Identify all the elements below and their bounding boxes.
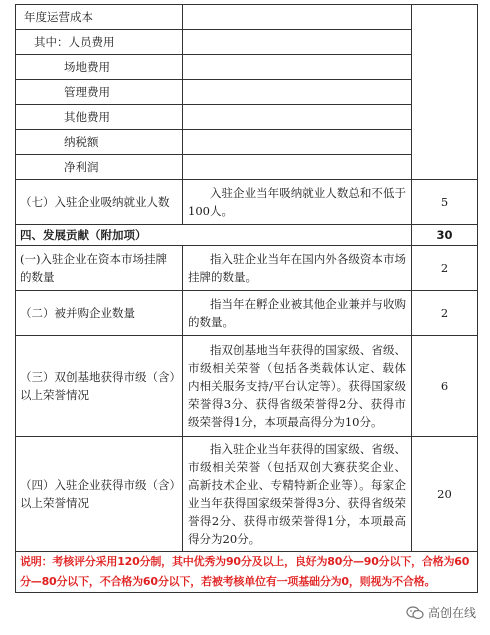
item-criteria: 指当年在孵企业被其他企业兼并与收购的数量。 [183,291,412,336]
item-row [16,246,478,291]
cost-label: 年度运营成本 [16,5,183,30]
cost-label: 纳税额 [16,130,183,155]
item-row [16,180,478,225]
item-score: 5 [412,180,478,225]
cost-criteria-cell [183,105,412,130]
cost-criteria-cell [183,55,412,80]
note-row [16,552,478,593]
cost-row [16,80,478,105]
cost-row [16,155,478,180]
item-criteria: 指双创基地当年获得的国家级、省级、市级相关荣誉（包括各类载体认定、载体内相关服务支持/平台认定等）。获得国家级荣誉得3分、获得省级荣誉得2分、获得市级荣誉得1分，本项最高得分为10分。 [183,336,412,437]
item-score: 20 [412,437,478,552]
item-row [16,291,478,336]
item-label: （七）入驻企业吸纳就业人数 [16,180,183,225]
item-label: （四）入驻企业获得市级（含）以上荣誉情况 [16,437,183,552]
item-label: （二）被并购企业数量 [16,291,183,336]
cost-row [16,5,478,30]
item-score: 6 [412,336,478,437]
cost-criteria-cell [183,155,412,180]
item-score: 2 [412,246,478,291]
item-criteria: 入驻企业当年吸纳就业人数总和不低于100人。 [183,180,412,225]
section-score: 30 [412,225,478,246]
cost-row [16,30,478,55]
section-header-row [16,225,478,246]
watermark-text: 高创在线 [427,606,476,620]
cost-row [16,105,478,130]
item-criteria: 指入驻企业当年在国内外各级资本市场挂牌的数量。 [183,246,412,291]
cost-criteria-cell [183,30,412,55]
watermark [406,604,476,621]
wechat-icon [406,606,424,620]
item-row [16,437,478,552]
scoring-note: 说明：考核评分采用120分制，其中优秀为90分及以上，良好为80分—90分以下，合格为60分—80分以下，不合格为60分以下，若被考核单位有一项基础分为0，则视为不合格。 [16,552,478,593]
cost-label: 管理费用 [16,80,183,105]
cost-row [16,130,478,155]
cost-label: 场地费用 [16,55,183,80]
cost-criteria-cell [183,5,412,30]
item-label: （三）双创基地获得市级（含）以上荣誉情况 [16,336,183,437]
item-criteria: 指入驻企业当年获得的国家级、省级、市级相关荣誉（包括双创大赛获奖企业、高新技术企业、专精特新企业等）。每家企业当年获得国家级荣誉得3分、获得省级荣誉得2分、获得市级荣誉得1分，本项最高得分为20分。 [183,437,412,552]
cost-row [16,55,478,80]
evaluation-table [15,4,478,593]
cost-criteria-cell [183,130,412,155]
item-score: 2 [412,291,478,336]
cost-criteria-cell [183,80,412,105]
cost-label: 其中：人员费用 [16,30,183,55]
section-title: 四、发展贡献（附加项） [16,225,412,246]
item-row [16,336,478,437]
cost-score-cell [412,5,478,180]
item-label: (一)入驻企业在资本市场挂牌的数量 [16,246,183,291]
cost-label: 其他费用 [16,105,183,130]
cost-label: 净利润 [16,155,183,180]
